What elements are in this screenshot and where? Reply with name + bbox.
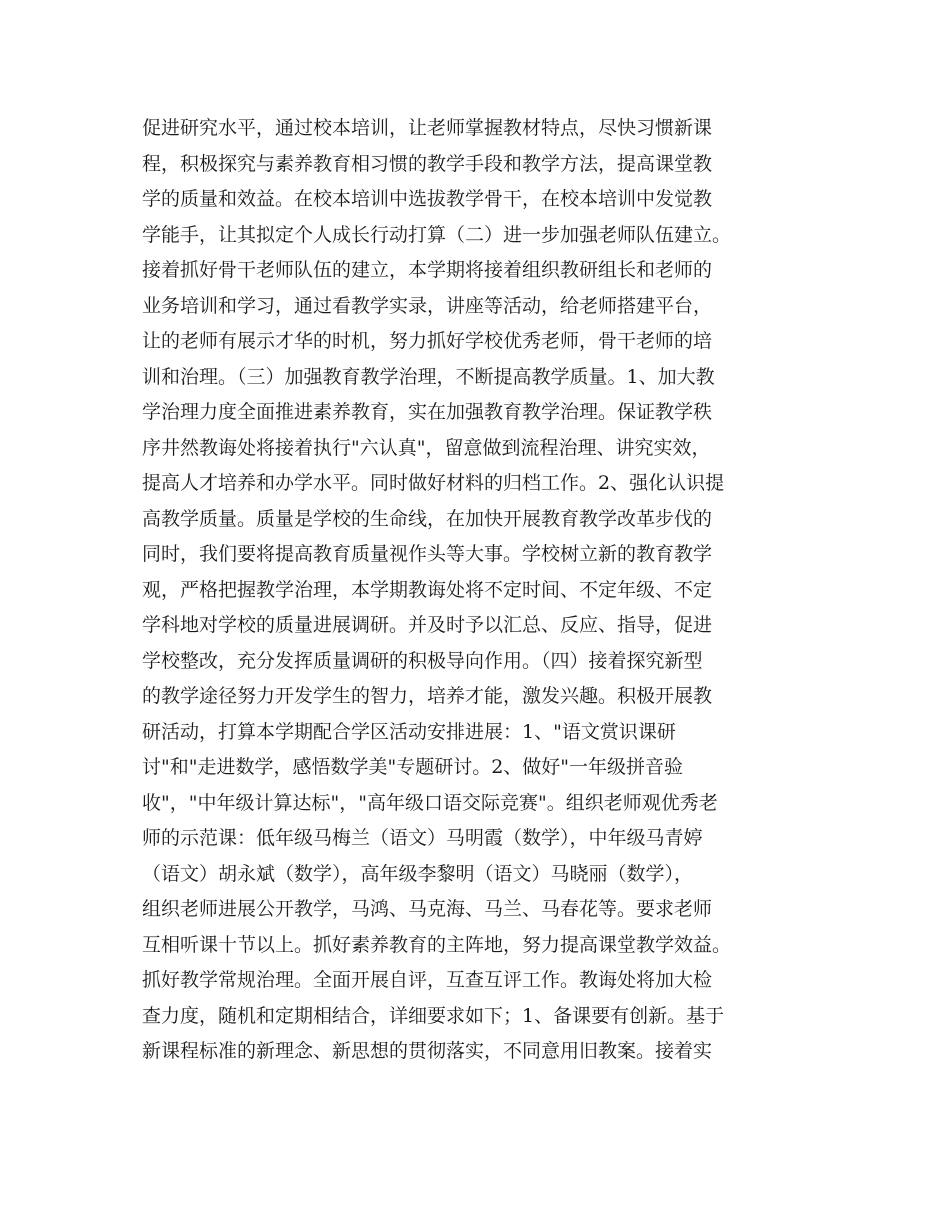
text-line: 互相听课十节以上。抓好素养教育的主阵地，努力提高课堂教学效益。 bbox=[142, 933, 732, 956]
text-line: 学科地对学校的质量进展调研。并及时予以汇总、反应、指导，促进 bbox=[142, 614, 713, 636]
text-line: 提高人才培养和办学水平。同时做好材料的归档工作。2、强化认识提 bbox=[142, 472, 725, 494]
text-line: （语文）胡永斌（数学），高年级李黎明（语文）马晓丽（数学）， bbox=[142, 862, 694, 885]
text-line: 组织老师进展公开教学，马鸿、马克海、马兰、马春花等。要求老师 bbox=[142, 898, 713, 920]
text-line: 训和治理。（三）加强教育教学治理，不断提高教学质量。1、加大教 bbox=[142, 365, 715, 388]
text-line: 抓好教学常规治理。全面开展自评，互查互评工作。教诲处将加大检 bbox=[142, 969, 713, 991]
text-line: 接着抓好骨干老师队伍的建立，本学期将接着组织教研组长和老师的 bbox=[142, 259, 713, 281]
text-line: 新课程标准的新理念、新思想的贯彻落实，不同意用旧教案。接着实 bbox=[142, 1040, 713, 1062]
text-line: 学校整改，充分发挥质量调研的积极导向作用。（四）接着探究新型 bbox=[142, 649, 703, 672]
text-line: 学治理力度全面推进素养教育，实在加强教育教学治理。保证教学秩 bbox=[142, 401, 713, 423]
text-line: 收"，"中年级计算达标"，"高年级口语交际竞赛"。组织老师观优秀老 bbox=[142, 791, 718, 814]
text-line: 学能手，让其拟定个人成长行动打算（二）进一步加强老师队伍建立。 bbox=[142, 223, 732, 246]
text-line: 高教学质量。质量是学校的生命线，在加快开展教育教学改革步伐的 bbox=[142, 507, 713, 530]
text-line: 师的示范课：低年级马梅兰（语文）马明霞（数学），中年级马青婷 bbox=[142, 827, 703, 849]
text-line: 同时，我们要将提高教育质量视作头等大事。学校树立新的教育教学 bbox=[142, 543, 713, 565]
text-line: 让的老师有展示才华的时机，努力抓好学校优秀老师，骨干老师的培 bbox=[142, 330, 713, 352]
text-line: 查力度，随机和定期相结合，详细要求如下；1、备课要有创新。基于 bbox=[142, 1004, 725, 1027]
text-line: 研活动，打算本学期配合学区活动安排进展：1、"语文赏识课研 bbox=[142, 720, 676, 743]
text-line: 观，严格把握教学治理，本学期教诲处将不定时间、不定年级、不定 bbox=[142, 578, 713, 601]
text-line: 序井然教诲处将接着执行"六认真"，留意做到流程治理、讲究实效， bbox=[142, 436, 711, 459]
text-line: 业务培训和学习，通过看教学实录，讲座等活动，给老师搭建平台， bbox=[142, 294, 713, 317]
text-line: 讨"和"走进数学，感悟数学美"专题研讨。2、做好"一年级拼音验 bbox=[142, 756, 684, 778]
body-text bbox=[142, 111, 842, 1070]
text-line: 程，积极探究与素养教育相习惯的教学手段和教学方法，提高课堂教 bbox=[142, 152, 713, 175]
text-line: 促进研究水平，通过校本培训，让老师掌握教材特点，尽快习惯新课 bbox=[142, 117, 713, 139]
text-line: 的教学途径努力开发学生的智力，培养才能，激发兴趣。积极开展教 bbox=[142, 685, 713, 707]
text-line: 学的质量和效益。在校本培训中选拔教学骨干，在校本培训中发觉教 bbox=[142, 188, 713, 210]
